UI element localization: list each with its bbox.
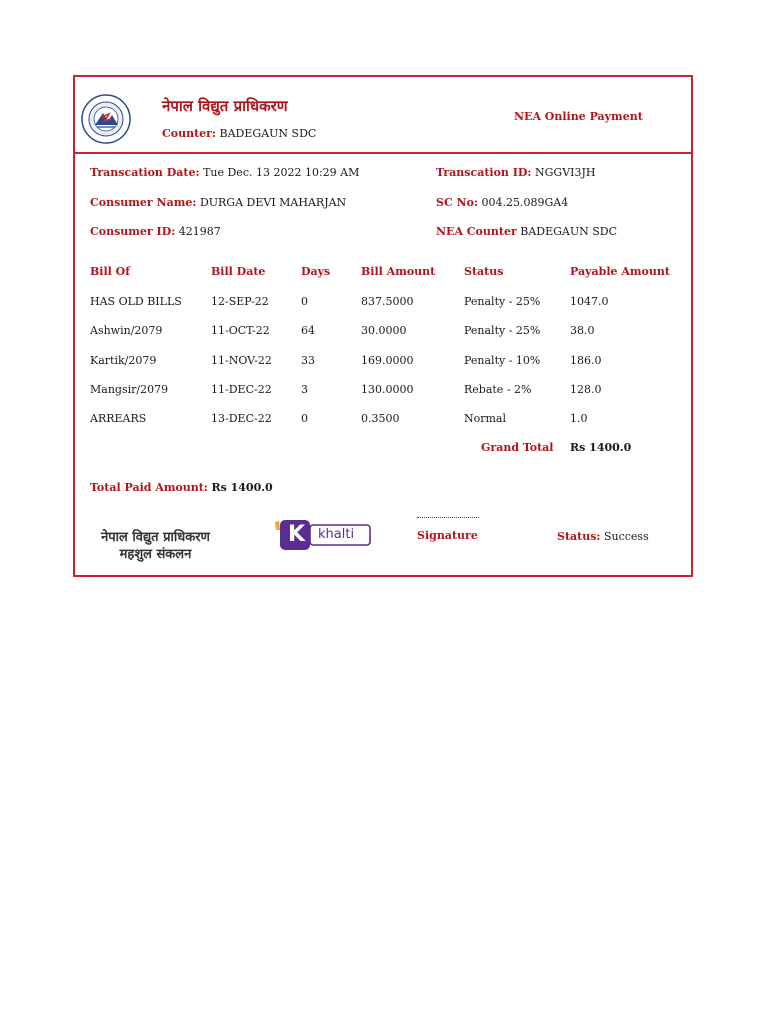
cell-bill-amount: 837.5000 — [361, 295, 414, 308]
sc-no — [436, 196, 568, 209]
consumer-id — [90, 225, 221, 238]
cell-bill-date: 11-NOV-22 — [211, 354, 272, 367]
khalti-text: khalti — [318, 527, 355, 542]
cell-bill-of: ARREARS — [90, 412, 147, 425]
payment-receipt — [73, 75, 693, 577]
status-label: Status: — [557, 530, 601, 543]
cell-status: Normal — [464, 412, 507, 425]
signature-line — [417, 517, 479, 518]
counter-label: Counter: — [162, 127, 217, 140]
transaction-date — [90, 166, 359, 179]
col-header-days: Days — [301, 265, 331, 278]
cell-status: Rebate - 2% — [464, 383, 532, 396]
cell-bill-of: Kartik/2079 — [90, 354, 157, 367]
sc-no-value: 004.25.089GA4 — [481, 196, 569, 209]
cell-bill-date: 13-DEC-22 — [211, 412, 272, 425]
cell-bill-date: 12-SEP-22 — [211, 295, 269, 308]
total-paid-value: Rs 1400.0 — [211, 481, 273, 494]
header-divider — [75, 152, 691, 154]
status-value: Success — [603, 530, 649, 543]
cell-status: Penalty - 10% — [464, 354, 541, 367]
cell-status: Penalty - 25% — [464, 324, 541, 337]
cell-days: 64 — [301, 324, 315, 337]
collection-stamp — [88, 529, 223, 563]
grand-total-label: Grand Total — [481, 441, 554, 454]
cell-status: Penalty - 25% — [464, 295, 541, 308]
stamp-line2: महशुल संकलन — [119, 547, 192, 562]
cell-days: 0 — [301, 412, 308, 425]
cell-bill-amount: 0.3500 — [361, 412, 400, 425]
cell-days: 0 — [301, 295, 308, 308]
org-name: नेपाल विद्युत प्राधिकरण — [162, 97, 288, 115]
cell-bill-of: Ashwin/2079 — [90, 324, 163, 337]
transaction-id — [436, 166, 596, 179]
online-payment-title: NEA Online Payment — [514, 110, 643, 123]
transaction-id-value: NGGVI3JH — [535, 166, 596, 179]
cell-days: 3 — [301, 383, 308, 396]
total-paid — [90, 481, 273, 494]
transaction-date-value: Tue Dec. 13 2022 10:29 AM — [203, 166, 360, 179]
cell-payable-amount: 186.0 — [570, 354, 602, 367]
consumer-name — [90, 196, 346, 209]
col-header-payable-amount: Payable Amount — [570, 265, 670, 278]
cell-payable-amount: 1.0 — [570, 412, 588, 425]
nea-counter-value: BADEGAUN SDC — [520, 225, 618, 238]
col-header-bill-amount: Bill Amount — [361, 265, 436, 278]
total-paid-label: Total Paid Amount: — [90, 481, 208, 494]
transaction-id-label: Transcation ID: — [436, 166, 532, 179]
cell-bill-of: Mangsir/2079 — [90, 383, 169, 396]
consumer-id-label: Consumer ID: — [90, 225, 176, 238]
transaction-date-label: Transcation Date: — [90, 166, 200, 179]
cell-bill-date: 11-OCT-22 — [211, 324, 270, 337]
cell-bill-amount: 30.0000 — [361, 324, 407, 337]
cell-days: 33 — [301, 354, 315, 367]
counter-line — [162, 127, 316, 140]
cell-payable-amount: 128.0 — [570, 383, 602, 396]
cell-bill-date: 11-DEC-22 — [211, 383, 272, 396]
stamp-line1: नेपाल विद्युत प्राधिकरण — [101, 530, 210, 545]
cell-payable-amount: 38.0 — [570, 324, 595, 337]
khalti-logo-icon — [272, 518, 374, 552]
cell-bill-amount: 169.0000 — [361, 354, 414, 367]
col-header-bill-of: Bill Of — [90, 265, 130, 278]
consumer-name-value: DURGA DEVI MAHARJAN — [199, 196, 347, 209]
consumer-id-value: 421987 — [178, 225, 221, 238]
nea-counter — [436, 225, 617, 238]
cell-bill-of: HAS OLD BILLS — [90, 295, 182, 308]
cell-bill-amount: 130.0000 — [361, 383, 414, 396]
col-header-bill-date: Bill Date — [211, 265, 266, 278]
nea-counter-label: NEA Counter — [436, 225, 517, 238]
col-header-status: Status — [464, 265, 504, 278]
cell-payable-amount: 1047.0 — [570, 295, 609, 308]
grand-total-value: Rs 1400.0 — [570, 441, 632, 454]
payment-status — [557, 530, 649, 543]
nea-logo-icon — [81, 94, 131, 144]
consumer-name-label: Consumer Name: — [90, 196, 197, 209]
signature-label: Signature — [417, 529, 478, 542]
counter-value: BADEGAUN SDC — [219, 127, 317, 140]
khalti-initial: K — [288, 522, 306, 547]
sc-no-label: SC No: — [436, 196, 478, 209]
